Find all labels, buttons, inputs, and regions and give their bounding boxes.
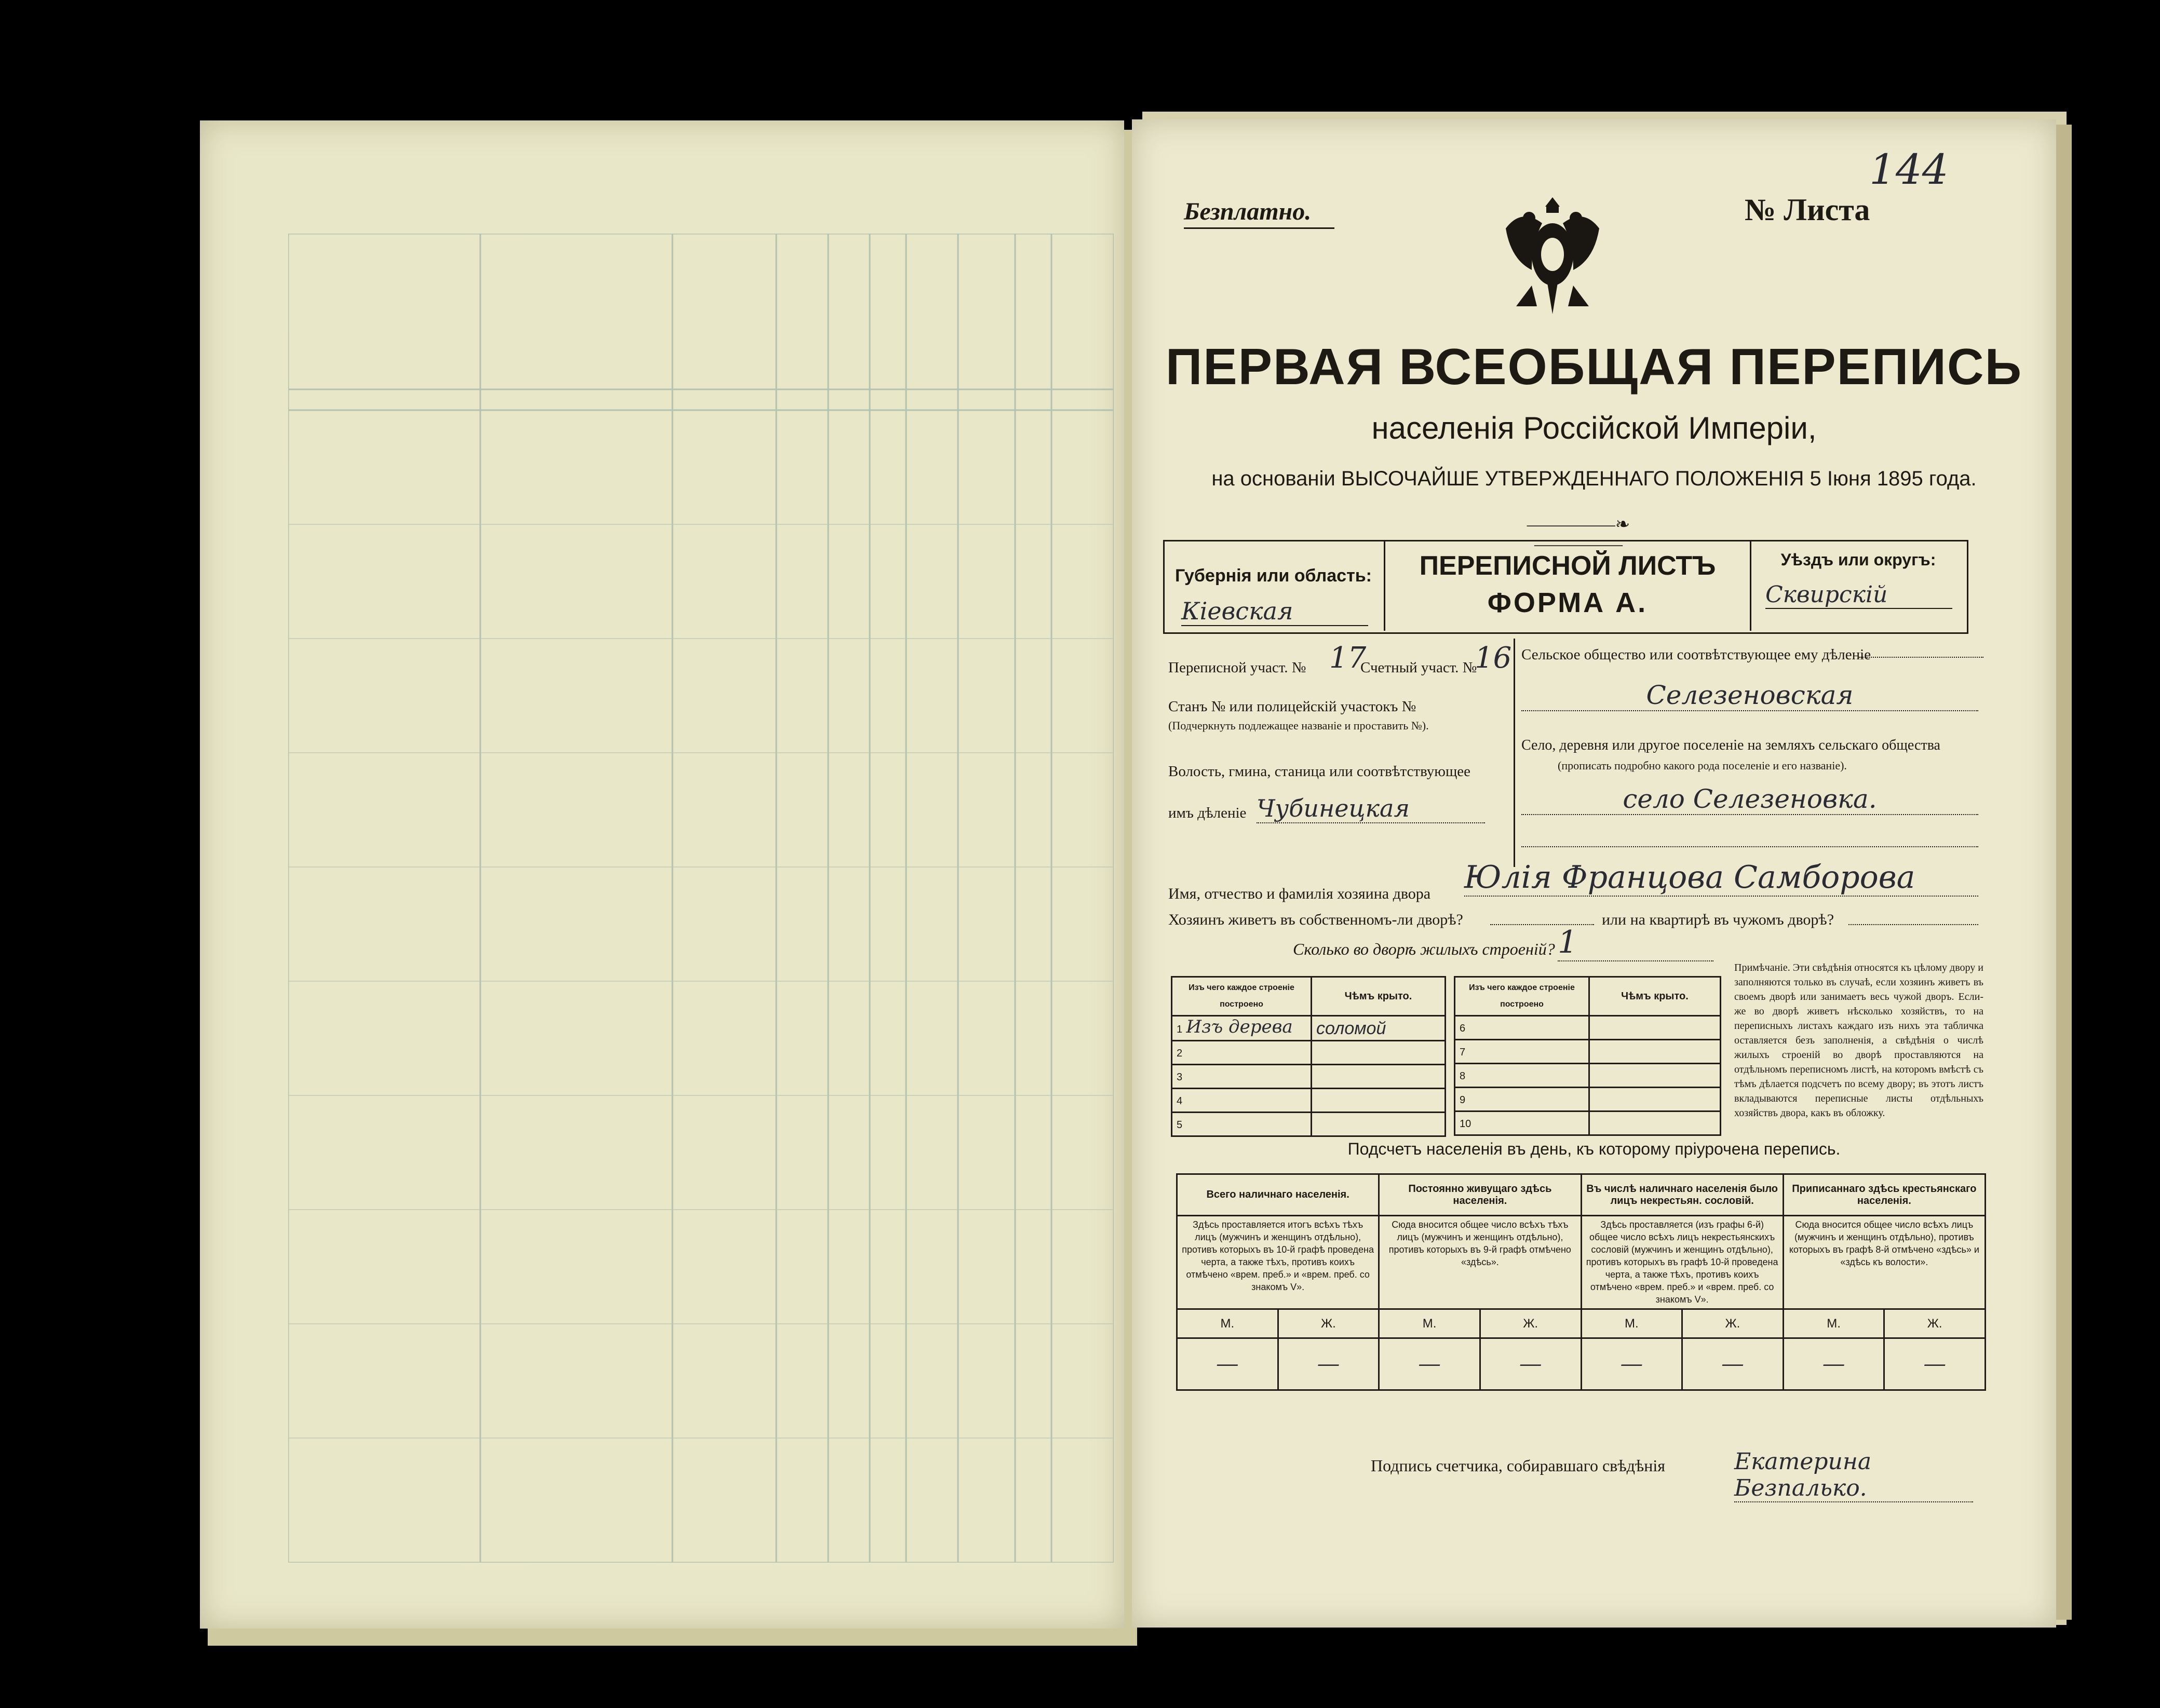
- own-yard-label: Хозяинъ живетъ въ собственномъ-ли дворѣ?: [1168, 911, 1463, 928]
- buildings-table-right: [1454, 976, 1721, 1136]
- material-header: Изъ чего каждое строеніе построено: [1172, 977, 1312, 1016]
- male-label: М.: [1581, 1309, 1682, 1338]
- count-col-2-body: Сюда вносится общее число всѣхъ тѣхъ лицъ (мужчинъ и женщинъ отдѣльно), противъ которыхъ въ 9-й графѣ отмѣчено «здѣсь».: [1379, 1216, 1581, 1309]
- census-district-label: Переписной участ. №: [1168, 659, 1306, 676]
- count-col-1-header: Всего наличнаго населенія.: [1177, 1174, 1379, 1216]
- double-headed-eagle-emblem: [1490, 182, 1615, 327]
- signature-value: Екатерина Безпалько.: [1734, 1448, 1973, 1502]
- count-cell: —: [1177, 1338, 1278, 1390]
- roof-header: Чѣмъ крыто.: [1589, 977, 1721, 1016]
- guberniya-label: Губернія или область:: [1175, 566, 1372, 586]
- row-number: 6: [1460, 1023, 1466, 1034]
- fields-column-divider: [1514, 639, 1515, 867]
- form-title-line-1: ПЕРЕПИСНОЙ ЛИСТЪ: [1419, 551, 1716, 581]
- buildings-value: 1: [1558, 924, 1713, 961]
- volost-value: Чубинецкая: [1257, 794, 1485, 823]
- rented-label: или на квартирѣ въ чужомъ дворѣ?: [1602, 911, 1834, 928]
- row-number: 7: [1460, 1047, 1466, 1058]
- guberniya-value: Кіевская: [1181, 597, 1368, 626]
- society-label: Сельское общество или соотвѣтствующее ему дѣленіе: [1521, 646, 1871, 663]
- population-count-table: [1176, 1173, 1986, 1391]
- row-number: 8: [1460, 1070, 1466, 1082]
- roof-header: Чѣмъ крыто.: [1312, 977, 1446, 1016]
- sheet-number-label: № Листа: [1745, 193, 1870, 227]
- count-col-2-header: Постоянно живущаго здѣсь населенія.: [1379, 1174, 1581, 1216]
- legal-basis-line: на основаніи ВЫСОЧАЙШЕ УТВЕРЖДЕННАГО ПОЛОЖЕНІЯ 5 Іюня 1895 года.: [1211, 467, 1977, 490]
- society-value: Селезеновская: [1521, 680, 1978, 711]
- row-number: 3: [1177, 1072, 1183, 1083]
- buildings-table-left: [1171, 976, 1446, 1137]
- row-number: 2: [1177, 1048, 1183, 1059]
- count-col-3-header: Въ числѣ наличнаго населенія было лицъ некрестьян. сословій.: [1581, 1174, 1783, 1216]
- row-number: 1: [1177, 1024, 1183, 1035]
- male-label: М.: [1783, 1309, 1884, 1338]
- village-note: (прописать подробно какого рода поселеніе и его названіе).: [1558, 759, 1847, 772]
- form-title-line-2: ФОРМА А.: [1487, 587, 1648, 618]
- count-cell: —: [1884, 1338, 1986, 1390]
- count-col-1-body: Здѣсь проставляется итогъ всѣхъ тѣхъ лицъ (мужчинъ и женщинъ отдѣльно), противъ которыхъ въ 10-й графѣ проведена черта, а также тѣхъ, противъ коихъ отмѣчено «врем. преб.» и «врем. преб. со знакомъ V».: [1177, 1216, 1379, 1309]
- row-number: 9: [1460, 1094, 1466, 1106]
- roof-value: соломой: [1312, 1016, 1446, 1041]
- row-number: 4: [1177, 1095, 1183, 1107]
- count-cell: —: [1379, 1338, 1480, 1390]
- female-label: Ж.: [1480, 1309, 1581, 1338]
- stan-note: (Подчеркнуть подлежащее названіе и проставить №).: [1168, 719, 1429, 732]
- village-value: село Селезеновка.: [1521, 784, 1978, 815]
- count-cell: —: [1480, 1338, 1581, 1390]
- count-col-4-body: Сюда вносится общее число всѣхъ лицъ (мужчинъ и женщинъ отдѣльно), противъ которыхъ въ графѣ 8-й отмѣчено «здѣсь» и «здѣсь къ волости».: [1783, 1216, 1985, 1309]
- count-cell: —: [1783, 1338, 1884, 1390]
- row-number: 5: [1177, 1119, 1183, 1131]
- count-cell: —: [1682, 1338, 1784, 1390]
- female-label: Ж.: [1278, 1309, 1379, 1338]
- blank-line: [1521, 846, 1978, 847]
- count-district-value: 16: [1475, 641, 1512, 675]
- uezd-value: Сквирскій: [1765, 581, 1952, 609]
- count-district-label: Счетный участ. №: [1360, 659, 1477, 676]
- material-header: Изъ чего каждое строеніе построено: [1455, 977, 1589, 1016]
- count-cell: —: [1581, 1338, 1682, 1390]
- owner-label: Имя, отчество и фамилія хозяина двора: [1168, 885, 1431, 902]
- male-label: М.: [1379, 1309, 1480, 1338]
- ornament-divider: —————❧—————: [1527, 515, 1630, 554]
- owner-value: Юлія Францова Самборова: [1464, 859, 1978, 897]
- volost-label-line-2: имъ дѣленіе: [1168, 805, 1247, 821]
- male-label: М.: [1177, 1309, 1278, 1338]
- rented-dots: [1848, 924, 1978, 925]
- society-label-dots: [1859, 657, 1983, 658]
- free-label-underline: [1184, 227, 1334, 229]
- census-district-value: 17: [1329, 641, 1367, 675]
- signature-label: Подпись счетчика, собиравшаго свѣдѣнія: [1371, 1456, 1666, 1475]
- free-label: Безплатно.: [1184, 198, 1312, 225]
- main-title: ПЕРВАЯ ВСЕОБЩАЯ ПЕРЕПИСЬ: [1165, 338, 2023, 395]
- female-label: Ж.: [1682, 1309, 1784, 1338]
- left-page-faded-grid: [288, 234, 1114, 1563]
- uezd-label: Уѣздъ или округъ:: [1780, 550, 1936, 569]
- count-col-4-header: Приписаннаго здѣсь крестьянскаго населенія.: [1783, 1174, 1985, 1216]
- row-number: 10: [1460, 1118, 1472, 1130]
- note-text: Примѣчаніе. Эти свѣдѣнія относятся къ цѣлому двору и заполняются только въ случаѣ, если хозяинъ живетъ въ своемъ дворѣ или занимаетъ весь чужой дворъ. Если-же во дворѣ живетъ нѣсколько хозяйствъ, то на переписныхъ листахъ каждаго изъ нихъ эта табличка оставляется безъ заполненія, а свѣдѣнія о числѣ жилыхъ строеній во дворѣ проставляются на отдѣльномъ переписномъ листѣ, на которомъ вмѣстѣ съ тѣмъ дѣлается подсчетъ по всему двору; въ этотъ листъ вкладываются переписные листы отдѣльныхъ хозяйствъ двора, какъ въ обложку.: [1734, 962, 1983, 1119]
- stan-label: Станъ № или полицейскій участокъ №: [1168, 698, 1416, 715]
- count-cell: —: [1278, 1338, 1379, 1390]
- count-title: Подсчетъ населенія въ день, къ которому пріурочена перепись.: [1347, 1140, 1841, 1158]
- village-label: Село, деревня или другое поселеніе на земляхъ сельскаго общества: [1521, 737, 1940, 753]
- buildings-label: Сколько во дворѣ жилыхъ строеній?: [1293, 940, 1555, 958]
- material-value: Изъ дерева: [1186, 1016, 1293, 1037]
- female-label: Ж.: [1884, 1309, 1986, 1338]
- count-col-3-body: Здѣсь проставляется (изъ графы 6-й) общее число всѣхъ лицъ некрестьянскихъ сословій (мужчинъ и женщинъ отдѣльно), противъ которыхъ въ графѣ 10-й проведена черта, а также тѣхъ, противъ коихъ отмѣчено «врем. преб.» и «врем. преб. со знакомъ V».: [1581, 1216, 1783, 1309]
- sheet-number-value: 144: [1869, 145, 1949, 194]
- subtitle: населенія Россійской Имперіи,: [1371, 411, 1817, 445]
- volost-label-line-1: Волость, гмина, станица или соотвѣтствующее: [1168, 763, 1471, 780]
